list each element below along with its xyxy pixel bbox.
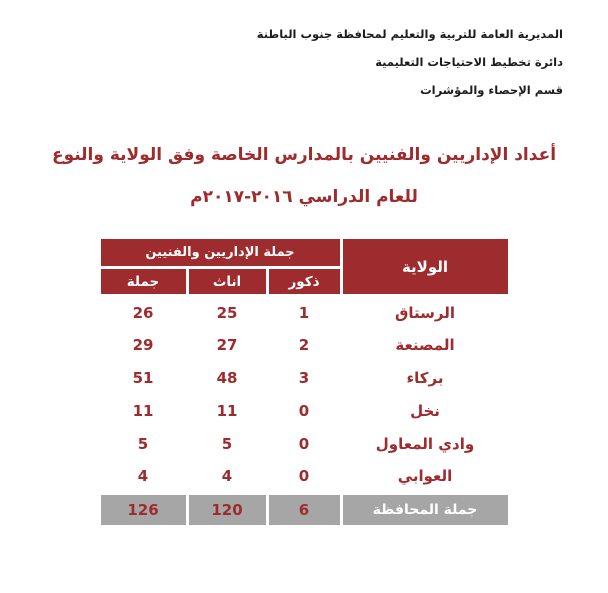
wilaya-cell: وادي المعاول [375,435,475,453]
stats-table [98,236,511,528]
total-cell: 29 [132,336,154,354]
report-title-line-1: أعداد الإداريين والفنيين بالمدارس الخاصة وفق الولاية والنوع [51,145,557,165]
footer-label: جملة المحافظة [341,494,509,527]
table-row [99,329,509,362]
wilaya-cell: بركاء [406,369,444,387]
table-footer [99,494,509,527]
males-cell: 1 [298,303,310,322]
males-cell: 2 [298,336,310,354]
males-cell: 3 [298,369,310,387]
total-cell: 26 [132,303,154,322]
footer-males-cell: 6 [267,494,341,527]
table-row [99,395,509,428]
wilaya-cell: المصنعة [395,336,455,354]
males-cell: 0 [298,435,310,453]
footer-total-cell: 126 [99,494,187,527]
letterhead-line-2: دائرة تخطيط الاحتياجات التعليمية [375,55,563,69]
total-cell: 5 [137,435,149,453]
report-title-line-2: للعام الدراسي ٢٠١٦-٢٠١٧م [190,187,418,207]
letterhead-line-3: قسم الإحصاء والمؤشرات [420,83,563,97]
females-column-header: اناث [187,268,267,296]
report-title [20,134,588,218]
table-row [99,428,509,461]
footer-row [99,494,509,527]
males-column-header: ذكور [267,268,341,296]
footer-females-cell: 120 [187,494,267,527]
totals-group-header: جملة الإداريين والفنيين [99,238,341,268]
females-cell: 48 [216,369,238,387]
table-body [99,296,509,494]
wilaya-cell: الرستاق [394,303,456,322]
wilaya-cell: العوابي [397,467,453,486]
females-cell: 5 [221,435,233,453]
letterhead-line-1: المديرية العامة للتربية والتعليم لمحافظة جنوب الباطنة [256,27,563,41]
females-cell: 4 [221,467,233,486]
females-cell: 27 [216,336,238,354]
total-cell: 51 [132,369,154,387]
total-cell: 4 [137,467,149,486]
males-cell: 0 [298,467,310,486]
females-cell: 11 [216,402,238,420]
females-cell: 25 [216,303,238,322]
table-row [99,296,509,329]
header-row-group [99,238,509,268]
wilaya-cell: نخل [410,402,440,420]
table-row [99,461,509,494]
wilaya-column-header: الولاية [341,238,509,296]
letterhead [0,0,608,104]
table-row [99,362,509,395]
table-header [99,238,509,296]
total-cell: 11 [132,402,154,420]
males-cell: 0 [298,402,310,420]
total-column-header: جملة [99,268,187,296]
